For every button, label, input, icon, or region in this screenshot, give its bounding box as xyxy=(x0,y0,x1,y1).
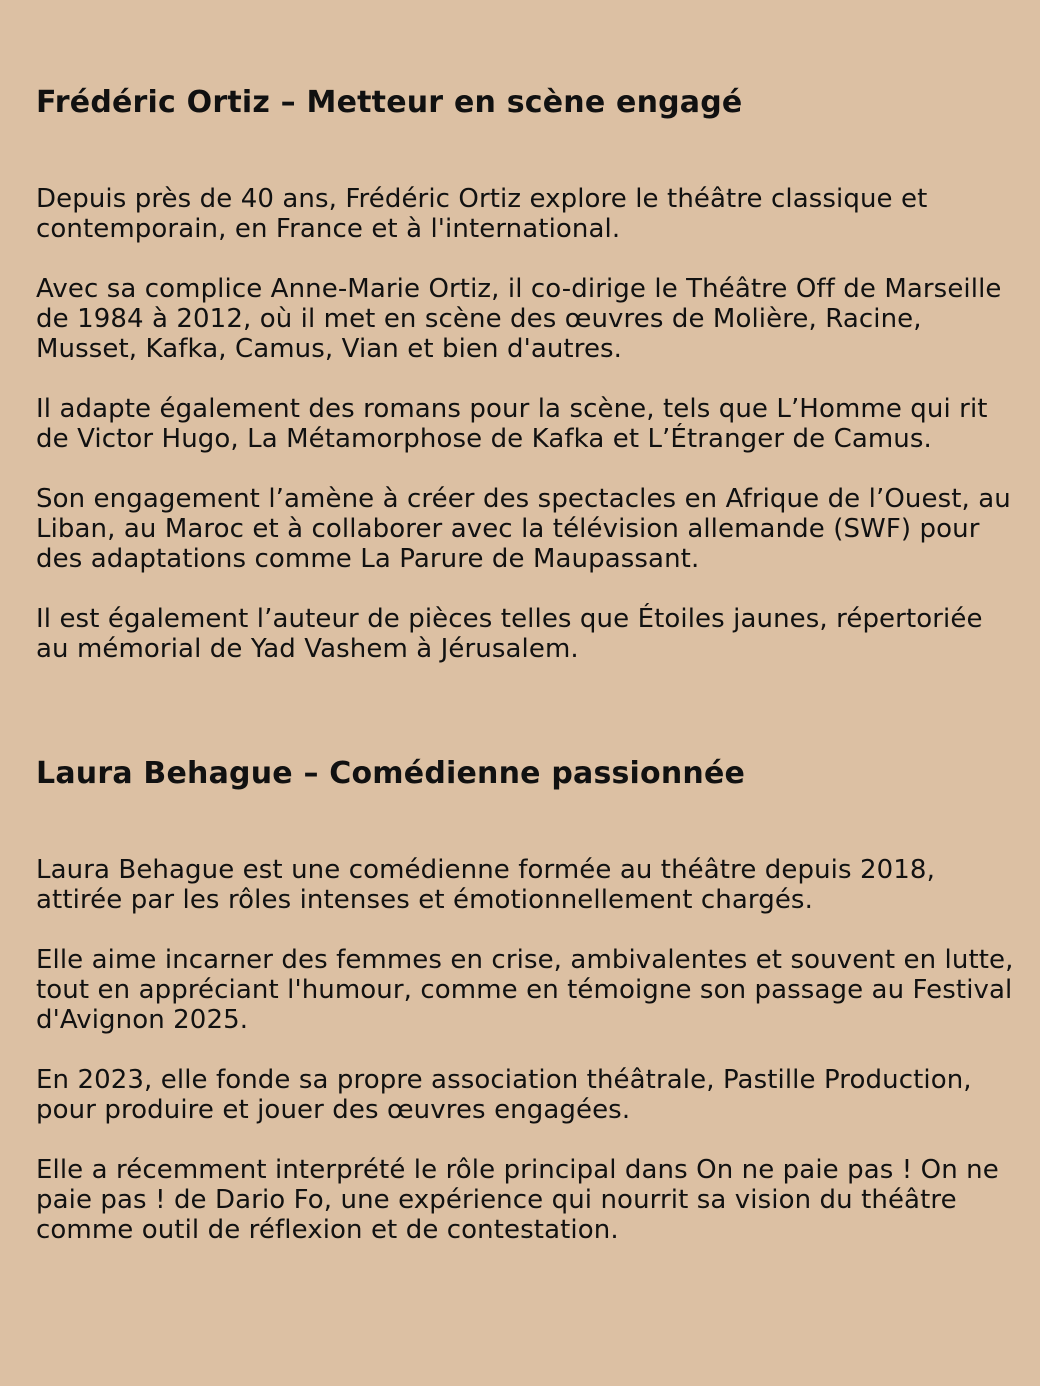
paragraph: Elle a récemment interprété le rôle principal dans On ne paie pas ! On ne paie pas ! de Dario Fo, une expérience qui nourrit sa vision du théâtre comme outil de réflexion et de contestation. xyxy=(36,1155,999,1245)
paragraph: Avec sa complice Anne-Marie Ortiz, il co-dirige le Théâtre Off de Marseille de 1984 à 2012, où il met en scène des œuvres de Molière, Racine, Musset, Kafka, Camus, Vian et bien d'autres. xyxy=(36,274,1002,364)
paragraph: Son engagement l’amène à créer des spectacles en Afrique de l’Ouest, au Liban, au Maroc et à collaborer avec la télévision allemande (SWF) pour des adaptations comme La Parure de Maupassant. xyxy=(36,484,1011,574)
paragraph: Laura Behague est une comédienne formée au théâtre depuis 2018, attirée par les rôles intenses et émotionnellement chargés. xyxy=(36,855,935,915)
section-body xyxy=(36,184,1016,664)
paragraph: En 2023, elle fonde sa propre association théâtrale, Pastille Production, pour produire et jouer des œuvres engagées. xyxy=(36,1065,972,1125)
section-title: Laura Behague – Comédienne passionnée xyxy=(36,756,746,791)
paragraph: Il adapte également des romans pour la scène, tels que L’Homme qui rit de Victor Hugo, La Métamorphose de Kafka et L’Étranger de Camus. xyxy=(36,394,988,454)
paragraph: Elle aime incarner des femmes en crise, ambivalentes et souvent en lutte, tout en appréciant l'humour, comme en témoigne son passage au Festival d'Avignon 2025. xyxy=(36,945,1014,1035)
bio-frederic-ortiz xyxy=(36,82,1016,694)
section-title: Frédéric Ortiz – Metteur en scène engagé xyxy=(36,85,743,120)
bio-laura-behague xyxy=(36,753,1016,1275)
paragraph: Depuis près de 40 ans, Frédéric Ortiz explore le théâtre classique et contemporain, en France et à l'international. xyxy=(36,184,928,244)
paragraph: Il est également l’auteur de pièces telles que Étoiles jaunes, répertoriée au mémorial de Yad Vashem à Jérusalem. xyxy=(36,604,983,664)
section-body xyxy=(36,855,1016,1245)
